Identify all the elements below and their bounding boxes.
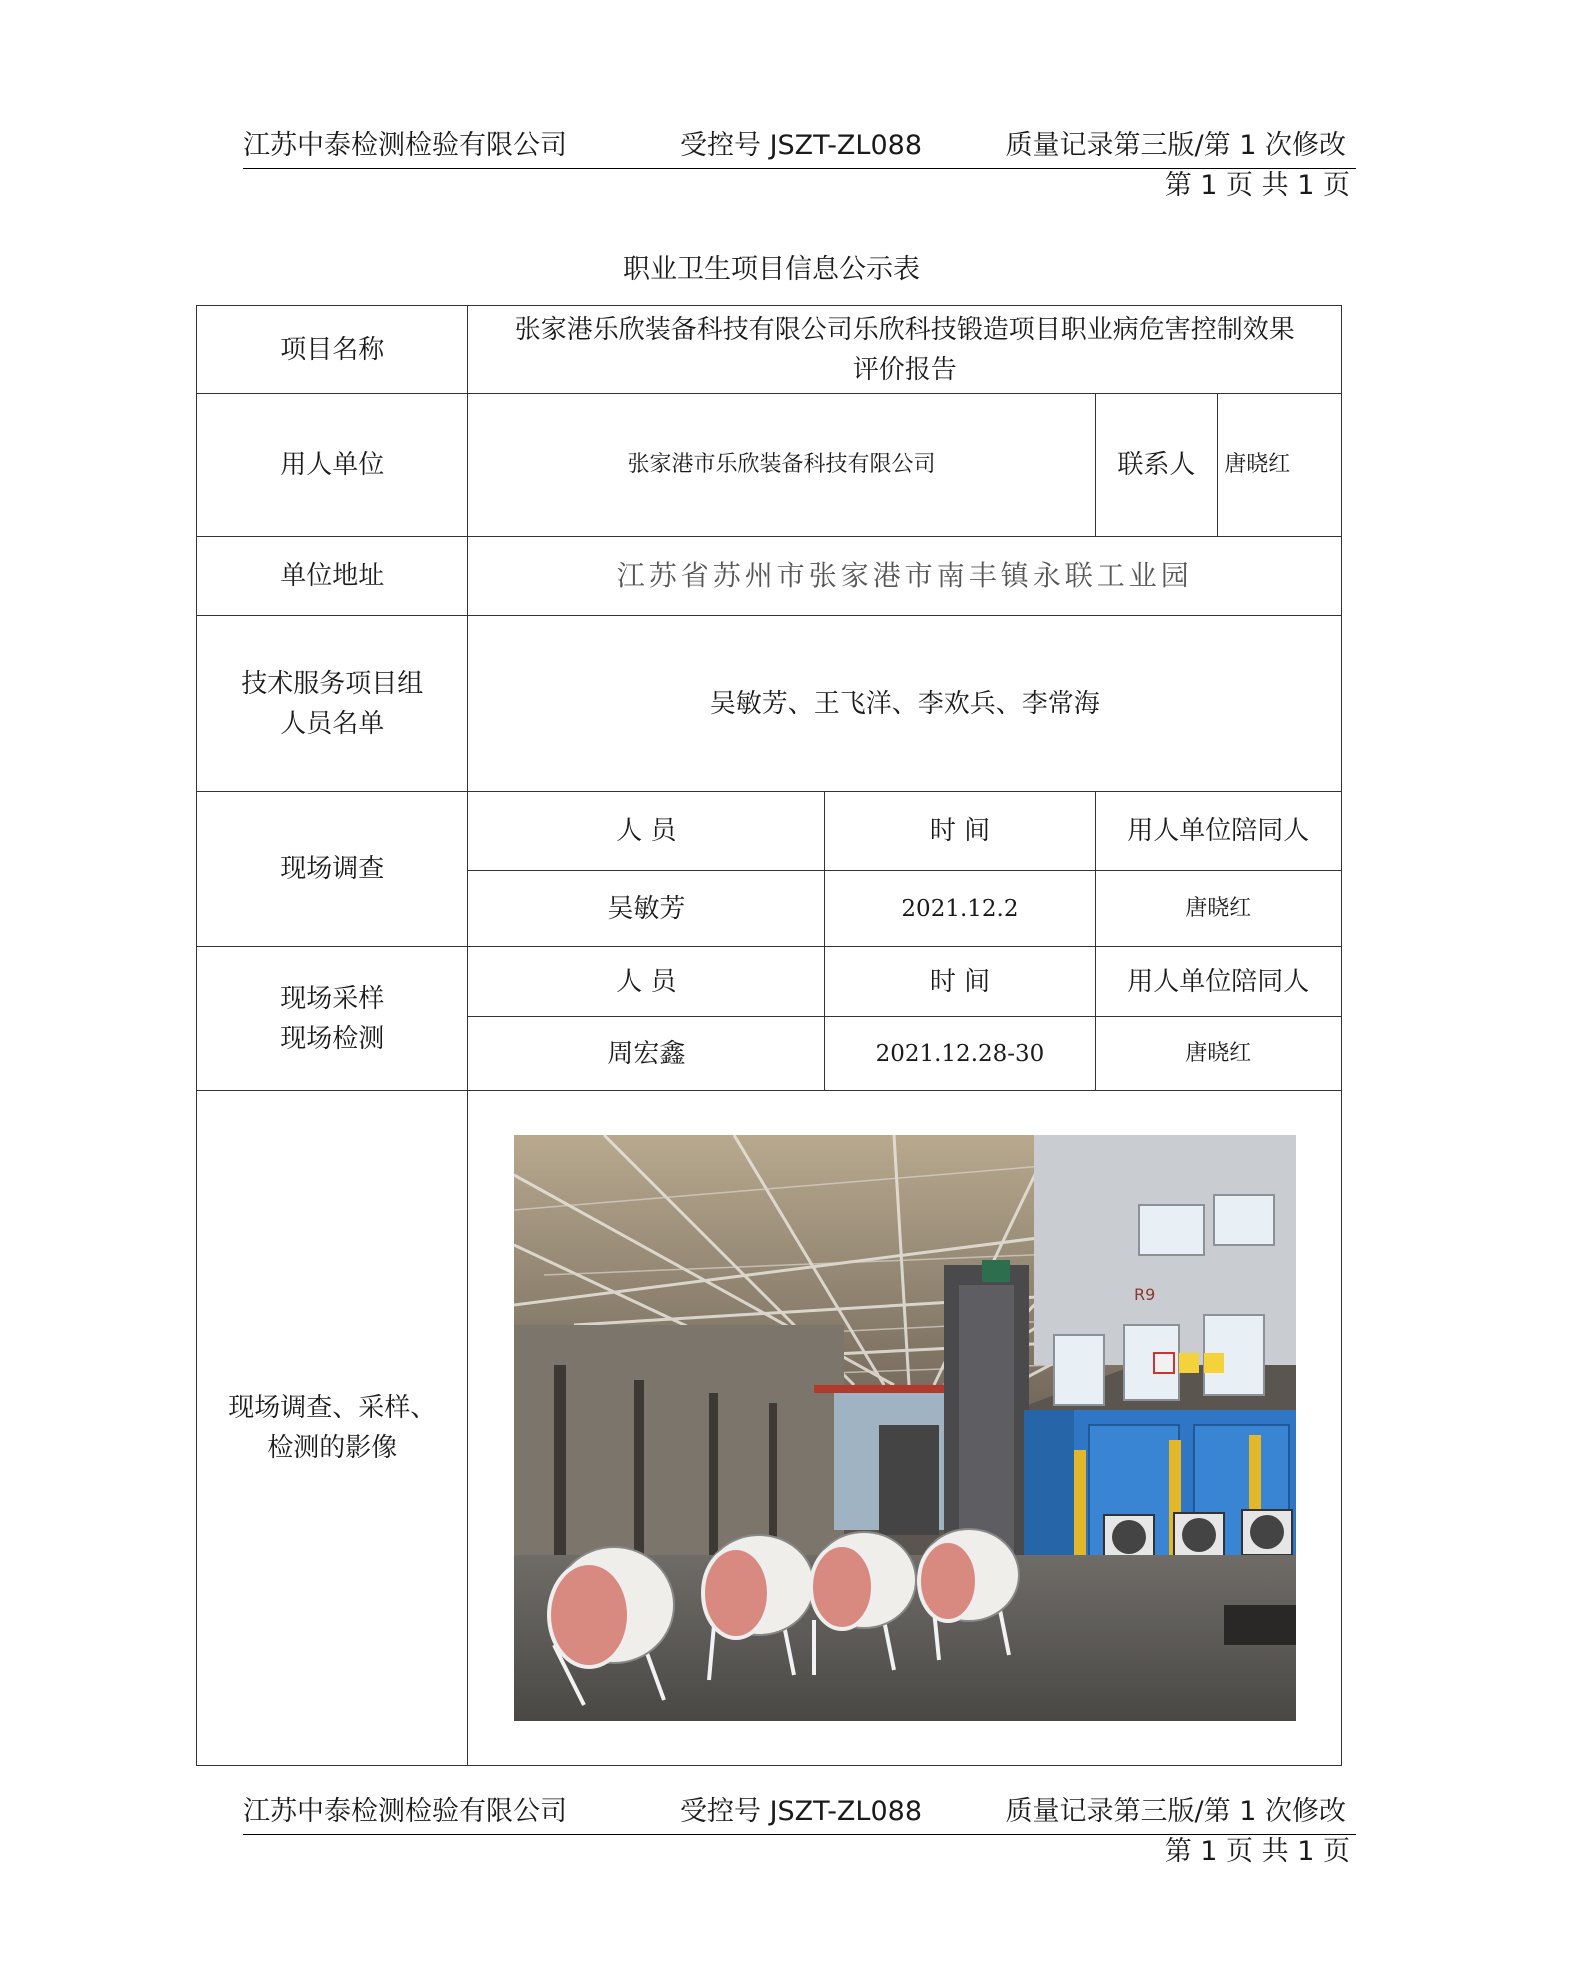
sampling-escort: 唐晓红 xyxy=(1095,1017,1341,1091)
page-header xyxy=(243,126,1356,169)
sampling-label-line1: 现场采样 xyxy=(280,983,385,1014)
survey-person: 吴敏芳 xyxy=(468,871,825,947)
row-address xyxy=(197,537,1342,616)
image-label-line2: 检测的影像 xyxy=(267,1433,398,1463)
header-version: 质量记录第三版/第 1 次修改 xyxy=(1005,130,1346,161)
image-cell xyxy=(468,1091,1342,1766)
header-page-number: 第 1 页 共 1 页 xyxy=(1164,170,1350,201)
row-survey-header xyxy=(197,792,1342,871)
team-value: 吴敏芳、王飞洋、李欢兵、李常海 xyxy=(468,616,1342,792)
address-value: 江苏省苏州市张家港市南丰镇永联工业园 xyxy=(468,537,1342,616)
image-label-line1: 现场调查、采样、 xyxy=(228,1393,437,1423)
row-project-name xyxy=(197,306,1342,394)
row-site-images xyxy=(197,1091,1342,1766)
team-label xyxy=(197,616,468,792)
team-label-line1: 技术服务项目组 xyxy=(241,668,424,699)
sampling-col-time: 时 间 xyxy=(825,947,1095,1017)
survey-col-person: 人 员 xyxy=(468,792,825,871)
image-label xyxy=(197,1091,468,1766)
sampling-col-person: 人 员 xyxy=(468,947,825,1017)
project-name-line1: 张家港乐欣装备科技有限公司乐欣科技锻造项目职业病危害控制效果 xyxy=(514,314,1295,345)
project-info-table xyxy=(196,305,1342,1766)
row-team xyxy=(197,616,1342,792)
employer-value: 张家港市乐欣装备科技有限公司 xyxy=(468,394,1095,537)
employer-label: 用人单位 xyxy=(197,394,468,537)
page-footer xyxy=(243,1792,1356,1835)
contact-value: 唐晓红 xyxy=(1218,394,1342,537)
header-company: 江苏中泰检测检验有限公司 xyxy=(243,130,567,161)
document-title: 职业卫生项目信息公示表 xyxy=(623,254,920,285)
row-sampling-header xyxy=(197,947,1342,1017)
sampling-time: 2021.12.28-30 xyxy=(825,1017,1095,1091)
sampling-label xyxy=(197,947,468,1091)
address-label: 单位地址 xyxy=(197,537,468,616)
project-name-value xyxy=(468,306,1342,394)
footer-version: 质量记录第三版/第 1 次修改 xyxy=(1005,1796,1346,1827)
sampling-person: 周宏鑫 xyxy=(468,1017,825,1091)
survey-escort: 唐晓红 xyxy=(1095,871,1341,947)
survey-col-time: 时 间 xyxy=(825,792,1095,871)
site-photo xyxy=(514,1135,1296,1721)
header-control-no: 受控号 JSZT-ZL088 xyxy=(680,130,923,161)
row-employer xyxy=(197,394,1342,537)
project-name-line2: 评价报告 xyxy=(852,354,957,385)
team-label-line2: 人员名单 xyxy=(280,708,385,739)
survey-time: 2021.12.2 xyxy=(825,871,1095,947)
footer-company: 江苏中泰检测检验有限公司 xyxy=(243,1796,567,1827)
survey-col-escort: 用人单位陪同人 xyxy=(1095,792,1341,871)
footer-page-number: 第 1 页 共 1 页 xyxy=(1164,1836,1350,1867)
survey-label: 现场调查 xyxy=(197,792,468,947)
sampling-label-line2: 现场检测 xyxy=(280,1023,385,1054)
contact-label: 联系人 xyxy=(1095,394,1218,537)
project-name-label: 项目名称 xyxy=(197,306,468,394)
footer-control-no: 受控号 JSZT-ZL088 xyxy=(680,1796,923,1827)
sampling-col-escort: 用人单位陪同人 xyxy=(1095,947,1341,1017)
photo-sign-text: R9 xyxy=(1133,1285,1156,1304)
